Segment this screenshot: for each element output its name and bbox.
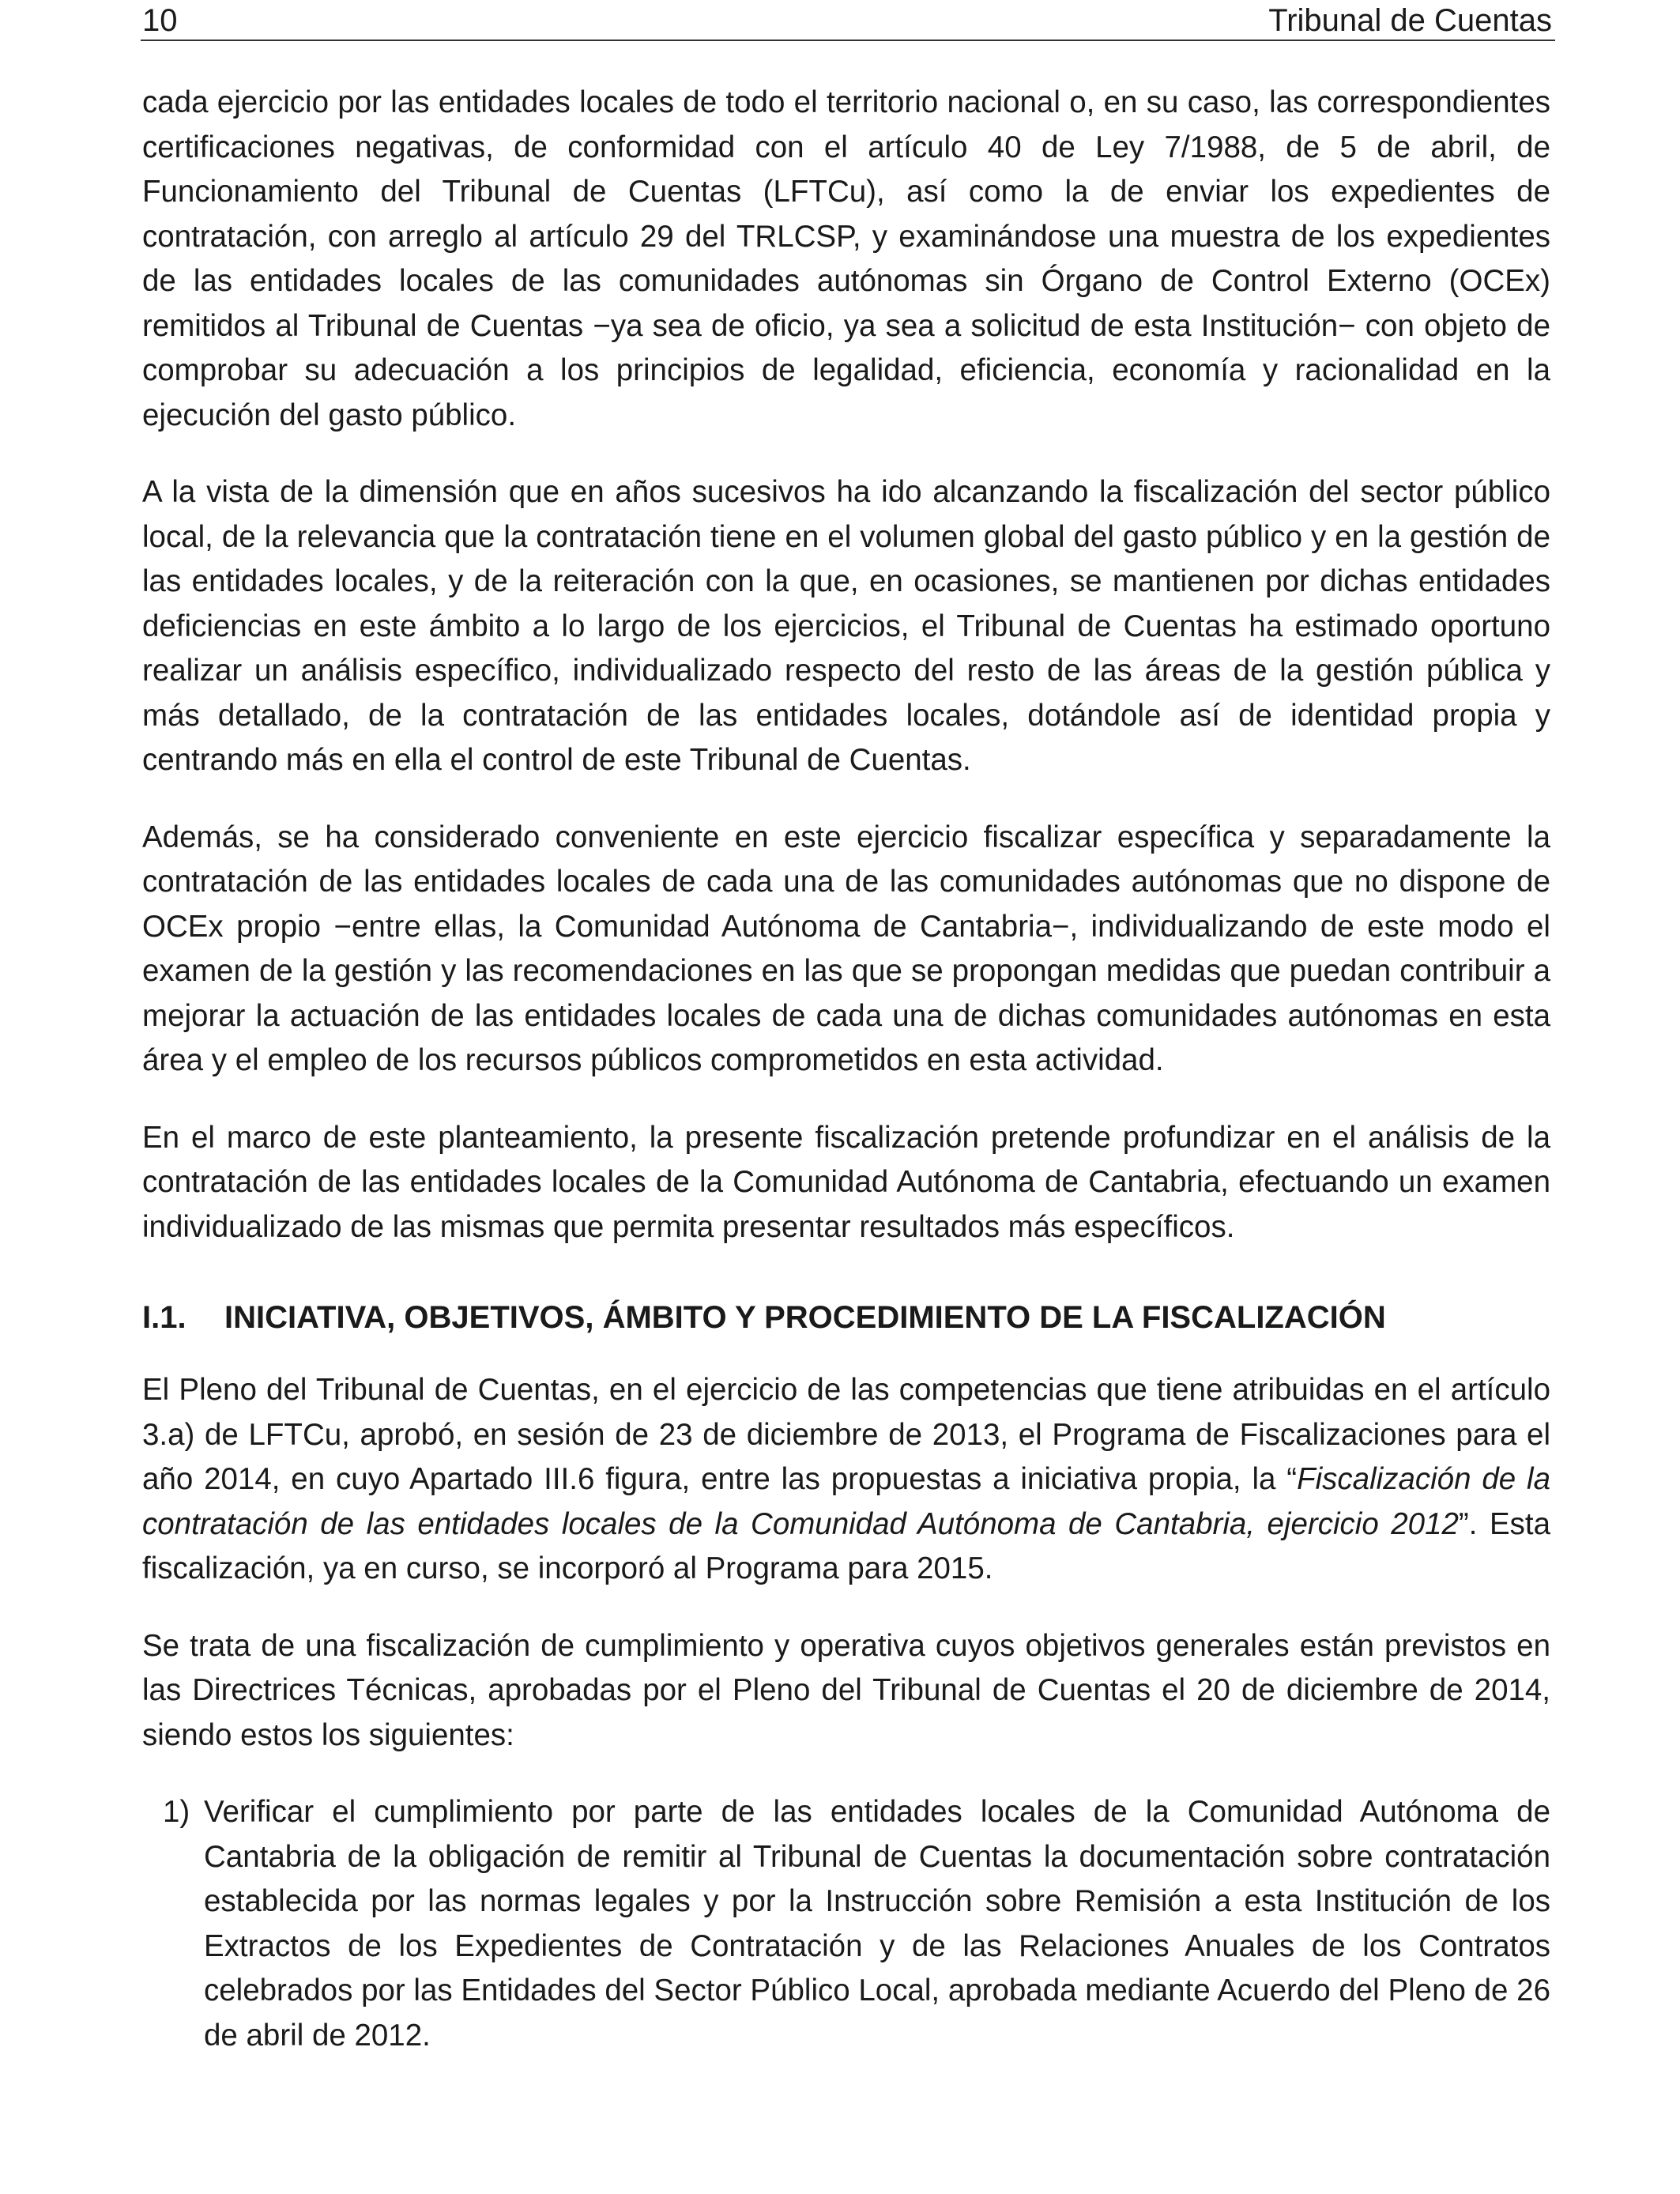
pleno-text-start: El Pleno del Tribunal de Cuentas, en el ejercicio de las competencias que tiene atribuidas en el artículo 3.a) de LFTCu, aprobó, en sesión de 23 de diciembre de 2013, el Programa de Fiscalizaciones para el año 2014, en cuyo Apartado III.6 figura, entre las propuestas a iniciativa propia, la “ bbox=[142, 1373, 1550, 1496]
list-marker: 1) bbox=[163, 1795, 190, 1829]
running-title: Tribunal de Cuentas bbox=[1268, 3, 1552, 38]
body-text bbox=[142, 81, 1550, 2058]
paragraph-pleno bbox=[142, 1368, 1550, 1592]
page-number: 10 bbox=[142, 3, 178, 38]
quoted-title: Fiscalización de la contratación de las entidades locales de la Comunidad Autónoma de Cantabria, ejercicio 2012 bbox=[142, 1462, 1550, 1541]
list-item bbox=[142, 1790, 1550, 2058]
objectives-list bbox=[142, 1790, 1550, 2058]
section-heading bbox=[142, 1295, 1550, 1340]
list-item-text: Verificar el cumplimiento por parte de las entidades locales de la Comunidad Autónoma de Cantabria de la obligación de remitir al Tribunal de Cuentas la documentación sobre contratación establecida por las normas legales y por la Instrucción sobre Remisión a esta Institución de los Extractos de los Expedientes de Contratación y de las Relaciones Anuales de los Contratos celebrados por las Entidades del Sector Público Local, aprobada mediante Acuerdo del Pleno de 26 de abril de 2012. bbox=[204, 1795, 1550, 2053]
paragraph-marco: En el marco de este planteamiento, la presente fiscalización pretende profundizar en el análisis de la contratación de las entidades locales de la Comunidad Autónoma de Cantabria, efectuando un examen individualizado de las mismas que permita presentar resultados más específicos. bbox=[142, 1120, 1550, 1244]
paragraph-objetivos: Se trata de una fiscalización de cumplimiento y operativa cuyos objetivos generales están previstos en las Directrices Técnicas, aprobadas por el Pleno del Tribunal de Cuentas el 20 de diciembre de 2014, siendo estos los siguientes: bbox=[142, 1628, 1550, 1752]
paragraph-ademas: Además, se ha considerado conveniente en este ejercicio fiscalizar específica y separadamente la contratación de las entidades locales de cada una de las comunidades autónomas que no dispone de OCEx propio −entre ellas, la Comunidad Autónoma de Cantabria−, individualizando de este modo el examen de la gestión y las recomendaciones en las que se propongan medidas que puedan contribuir a mejorar la actuación de las entidades locales de cada una de dichas comunidades autónomas en esta área y el empleo de los recursos públicos comprometidos en esta actividad. bbox=[142, 820, 1550, 1077]
paragraph-dimension: A la vista de la dimensión que en años sucesivos ha ido alcanzando la fiscalización del sector público local, de la relevancia que la contratación tiene en el volumen global del gasto público y en la gestión de las entidades locales, y de la reiteración con la que, en ocasiones, se mantienen por dichas entidades deficiencias en este ámbito a lo largo de los ejercicios, el Tribunal de Cuentas ha estimado oportuno realizar un análisis específico, individualizado respecto del resto de las áreas de la gestión pública y más detallado, de la contratación de las entidades locales, dotándole así de identidad propia y centrando más en ella el control de este Tribunal de Cuentas. bbox=[142, 475, 1550, 777]
pleno-text-end: ”. Esta fiscalización, ya en curso, se incorporó al Programa para 2015. bbox=[142, 1506, 1550, 1585]
section-title: INICIATIVA, OBJETIVOS, ÁMBITO Y PROCEDIMIENTO DE LA FISCALIZACIÓN bbox=[224, 1300, 1386, 1335]
paragraph-continuation: cada ejercicio por las entidades locales de todo el territorio nacional o, en su caso, las correspondientes certificaciones negativas, de conformidad con el artículo 40 de Ley 7/1988, de 5 de abril, de Funcionamiento del Tribunal de Cuentas (LFTCu), así como la de enviar los expedientes de contratación, con arreglo al artículo 29 del TRLCSP, y examinándose una muestra de los expedientes de las entidades locales de las comunidades autónomas sin Órgano de Control Externo (OCEx) remitidos al Tribunal de Cuentas −ya sea de oficio, ya sea a solicitud de esta Institución− con objeto de comprobar su adecuación a los principios de legalidad, eficiencia, economía y racionalidad en la ejecución del gasto público. bbox=[142, 85, 1550, 432]
section-number: I.1. bbox=[142, 1300, 186, 1335]
page-header bbox=[141, 0, 1555, 41]
